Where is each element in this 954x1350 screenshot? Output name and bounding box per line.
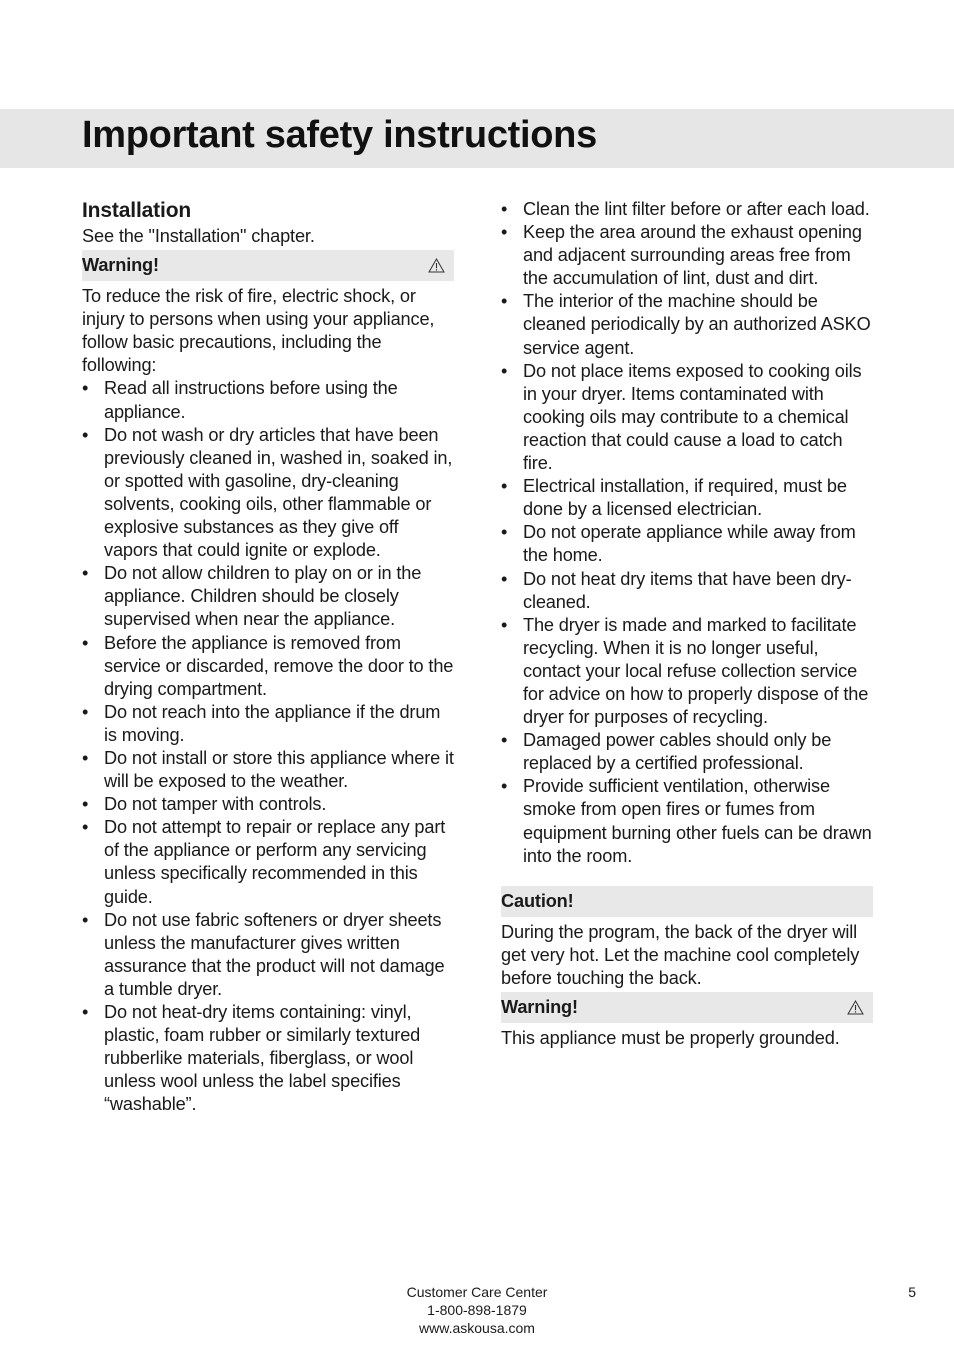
- bullet-dot: •: [82, 909, 89, 930]
- list-item-text: The dryer is made and marked to facilitate recycling. When it is no longer useful, contact your local refuse collection service for advice on how to properly dispose of the dryer for purposes of recycling.: [523, 614, 869, 728]
- list-item-text: Do not heat dry items that have been dry-cleaned.: [523, 568, 852, 612]
- list-item: [82, 632, 454, 701]
- warning-text: To reduce the risk of fire, electric shock, or injury to persons when using your appliance, follow basic precautions, including the following:: [82, 286, 435, 376]
- list-item-text: Damaged power cables should only be replaced by a certified professional.: [523, 730, 832, 774]
- bullet-dot: •: [501, 199, 508, 219]
- spacer: [501, 868, 873, 884]
- page-title: Important safety instructions: [82, 114, 597, 156]
- left-bullet-list: [82, 377, 454, 1116]
- list-item: [501, 198, 873, 221]
- right-column: [501, 198, 873, 1050]
- list-item-text: Provide sufficient ventilation, otherwise smoke from open fires or fumes from equipment burning other fuels can be drawn into the room.: [523, 776, 872, 866]
- bullet-dot: •: [501, 522, 508, 543]
- list-item: [82, 793, 454, 816]
- list-item-text: Before the appliance is removed from service or discarded, remove the door to the drying compartment.: [104, 632, 454, 699]
- list-item-text: Do not place items exposed to cooking oils in your dryer. Items contaminated with cooking oils may contribute to a chemical reaction that could cause a load to catch fire.: [523, 360, 862, 474]
- list-item: [501, 614, 873, 729]
- section-heading-installation: Installation: [82, 199, 192, 222]
- list-item-text: Do not use fabric softeners or dryer sheets unless the manufacturer gives written assurance that the product will not damage a tumble dryer.: [104, 909, 445, 999]
- grounding-warning-text: This appliance must be properly grounded.: [501, 1028, 840, 1048]
- list-item: [82, 424, 454, 563]
- list-item-text: Do not allow children to play on or in the appliance. Children should be closely supervised when near the appliance.: [104, 563, 422, 630]
- list-item: [82, 909, 454, 1001]
- bullet-dot: •: [82, 424, 89, 445]
- footer-phone: 1-800-898-1879: [427, 1302, 527, 1318]
- list-item-text: Clean the lint filter before or after each load.: [523, 199, 870, 219]
- bullet-dot: •: [82, 563, 89, 584]
- list-item-text: Electrical installation, if required, must be done by a licensed electrician.: [523, 476, 847, 520]
- caution-text: During the program, the back of the dryer will get very hot. Let the machine cool completely before touching the back.: [501, 921, 860, 988]
- bullet-dot: •: [501, 360, 508, 381]
- list-item: [82, 1001, 454, 1116]
- list-item: [501, 290, 873, 359]
- grounding-warning-label: Warning!: [501, 997, 578, 1017]
- caution-bar: [501, 886, 873, 917]
- list-item: [501, 475, 873, 521]
- warning-triangle-icon: [847, 1000, 864, 1015]
- list-item-text: Do not attempt to repair or replace any part of the appliance or perform any servicing unless specifically recommended in this guide.: [104, 817, 446, 907]
- right-bullet-list: [501, 198, 873, 868]
- bullet-dot: •: [501, 291, 508, 312]
- warning-triangle-icon: [428, 258, 445, 273]
- bullet-dot: •: [501, 222, 508, 243]
- list-item-text: Do not install or store this appliance where it will be exposed to the weather.: [104, 747, 454, 792]
- footer-website: www.askousa.com: [419, 1320, 535, 1336]
- warning-bar: [82, 250, 454, 281]
- bullet-dot: •: [501, 476, 508, 497]
- bullet-dot: •: [501, 730, 508, 751]
- bullet-dot: •: [501, 614, 508, 635]
- bullet-dot: •: [501, 776, 508, 797]
- list-item-text: Do not operate appliance while away from the home.: [523, 522, 856, 566]
- list-item: [82, 747, 454, 793]
- bullet-dot: •: [82, 794, 89, 815]
- list-item: [82, 816, 454, 908]
- list-item-text: Read all instructions before using the appliance.: [104, 378, 398, 422]
- bullet-dot: •: [82, 632, 89, 653]
- bullet-dot: •: [501, 568, 508, 589]
- page-number: 5: [908, 1284, 916, 1300]
- installation-intro: See the "Installation" chapter.: [82, 226, 315, 246]
- list-item-text: Do not tamper with controls.: [104, 794, 327, 815]
- list-item: [501, 568, 873, 614]
- warning-label: Warning!: [82, 255, 159, 276]
- list-item: [501, 775, 873, 867]
- caution-label: Caution!: [501, 890, 574, 911]
- list-item: [501, 221, 873, 290]
- list-item-text: Do not wash or dry articles that have been previously cleaned in, washed in, soaked in, or spotted with gasoline, dry-cleaning solvents, cooking oils, other flammable or explosive substances as they give off vapors that could ignite or explode.: [104, 424, 453, 561]
- bullet-dot: •: [82, 701, 89, 722]
- grounding-warning-bar: [501, 992, 873, 1023]
- list-item-text: Do not reach into the appliance if the drum is moving.: [104, 701, 441, 745]
- footer: [0, 1283, 954, 1337]
- bullet-dot: •: [82, 1002, 89, 1022]
- list-item: [501, 360, 873, 475]
- list-item: [82, 562, 454, 631]
- list-item-text: Keep the area around the exhaust opening and adjacent surrounding areas free from the accumulation of lint, dust and dirt.: [523, 222, 862, 289]
- list-item-text: The interior of the machine should be cleaned periodically by an authorized ASKO service agent.: [523, 291, 871, 358]
- bullet-dot: •: [82, 378, 89, 399]
- list-item: [82, 377, 454, 423]
- footer-customer-care: Customer Care Center: [406, 1284, 548, 1300]
- left-column: [82, 197, 454, 1116]
- list-item: [501, 729, 873, 775]
- bullet-dot: •: [82, 817, 89, 838]
- list-item-text: Do not heat-dry items containing: vinyl, plastic, foam rubber or similarly textured rubberlike materials, fiberglass, or wool unless wool unless the label specifies “washable”.: [104, 1002, 421, 1115]
- list-item: [82, 701, 454, 747]
- bullet-dot: •: [82, 747, 89, 768]
- list-item: [501, 521, 873, 567]
